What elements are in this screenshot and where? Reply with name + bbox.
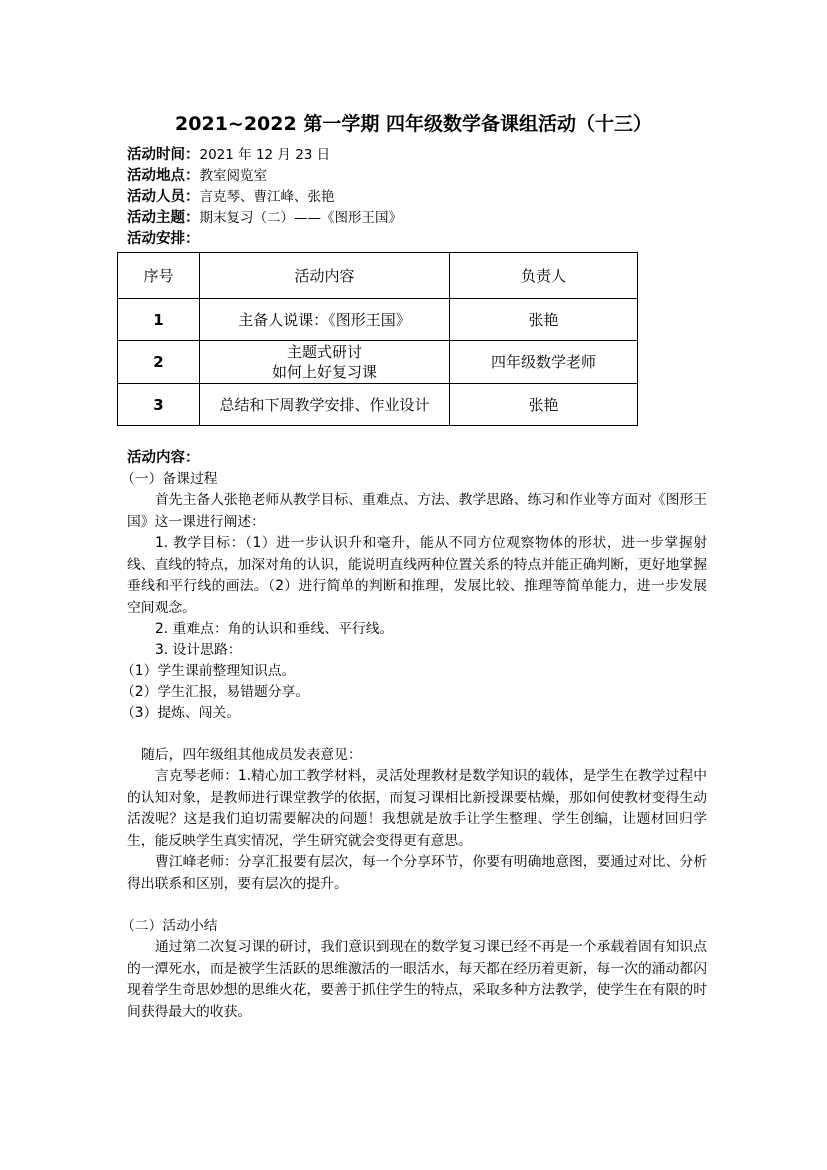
row-owner: 张艳 [450,384,638,426]
section2-title: （二）活动小结 [121,918,218,934]
row-owner: 张艳 [450,299,638,341]
row-content-line1: 主题式研讨 [286,343,362,361]
content-label: 活动内容： [127,450,200,466]
people-value: 言克琴、曹江峰、张艳 [199,189,335,205]
meta-people [127,187,402,208]
opinion-paragraph-1: 言克琴老师：1.精心加工教学材料，灵活处理教材是数学知识的载体，是学生在教学过程中的认知对象，是教师进行课堂教学的依据，而复习课相比新授课要枯燥，那如何使教材变得生动活泼呢？这是我们迫切需要解决的问题！我想就是放手让学生整理、学生创编，让题材回归学生，能反映学生真实情况，学生研究就会变得更有意思。 [127,768,707,849]
key-points: 2. 重难点：角的认识和垂线、平行线。 [155,621,394,637]
time-value: 2021 年 12 月 23 日 [199,147,331,163]
people-label: 活动人员： [127,189,200,205]
row-content: 主备人说课：《图形王国》 [200,299,450,341]
intro-paragraph: 首先主备人张艳老师从教学目标、重难点、方法、教学思路、练习和作业等方面对《图形王国》这一课进行阐述： [127,492,707,530]
spacer [127,724,707,745]
then-paragraph: 随后，四年级组其他成员发表意见： [141,747,362,763]
design-step-3: （3）提炼、闯关。 [121,705,241,721]
row-content [200,341,450,384]
table-row [118,341,638,384]
spacer [127,895,707,916]
meta-time [127,145,402,166]
place-label: 活动地点： [127,168,200,184]
design-heading: 3. 设计思路： [155,642,242,658]
meta-arrangement [127,229,402,250]
row-no: 3 [118,384,200,426]
arrangement-label: 活动安排： [127,231,200,247]
row-content-line2: 如何上好复习课 [271,363,377,381]
header-owner: 负责人 [450,253,638,299]
row-content: 总结和下周教学安排、作业设计 [200,384,450,426]
place-value: 教室阅览室 [199,168,267,184]
topic-label: 活动主题： [127,210,200,226]
header-content: 活动内容 [200,253,450,299]
section1-title: （一）备课过程 [121,471,218,487]
schedule-table [117,252,638,426]
goal-paragraph: 1. 教学目标：（1）进一步认识升和毫升，能从不同方位观察物体的形状，进一步掌握射线、直线的特点，加深对角的认识，能说明直线两种位置关系的特点并能正确判断，更好地掌握垂线和平行线的画法。（2）进行简单的判断和推理，发展比较、推理等简单能力，进一步发展空间观念。 [127,535,707,616]
table-row [118,384,638,426]
table-row [118,299,638,341]
time-label: 活动时间： [127,147,200,163]
design-step-1: （1）学生课前整理知识点。 [121,663,296,679]
header-no: 序号 [118,253,200,299]
opinion-paragraph-2: 曹江峰老师：分享汇报要有层次，每一个分享环节，你要有明确地意图，要通过对比、分析得出联系和区别，要有层次的提升。 [127,854,707,892]
meta-place [127,166,402,187]
meta-topic [127,208,402,229]
row-owner: 四年级数学老师 [450,341,638,384]
row-no: 2 [118,341,200,384]
activity-content [121,448,707,1023]
table-header-row [118,253,638,299]
topic-value: 期末复习（二）——《图形王国》 [199,210,402,226]
row-no: 1 [118,299,200,341]
summary-paragraph: 通过第二次复习课的研讨，我们意识到现在的数学复习课已经不再是一个承载着固有知识点的一潭死水，而是被学生活跃的思维激活的一眼活水，每天都在经历着更新，每一次的涌动都闪现着学生奇思妙想的思维火花，要善于抓住学生的特点，采取多种方法教学，使学生在有限的时间获得最大的收获。 [127,939,707,1020]
document-title: 2021~2022 第一学期 四年级数学备课组活动（十三） [175,113,652,135]
design-step-2: （2）学生汇报，易错题分享。 [121,684,310,700]
activity-meta [127,145,402,250]
